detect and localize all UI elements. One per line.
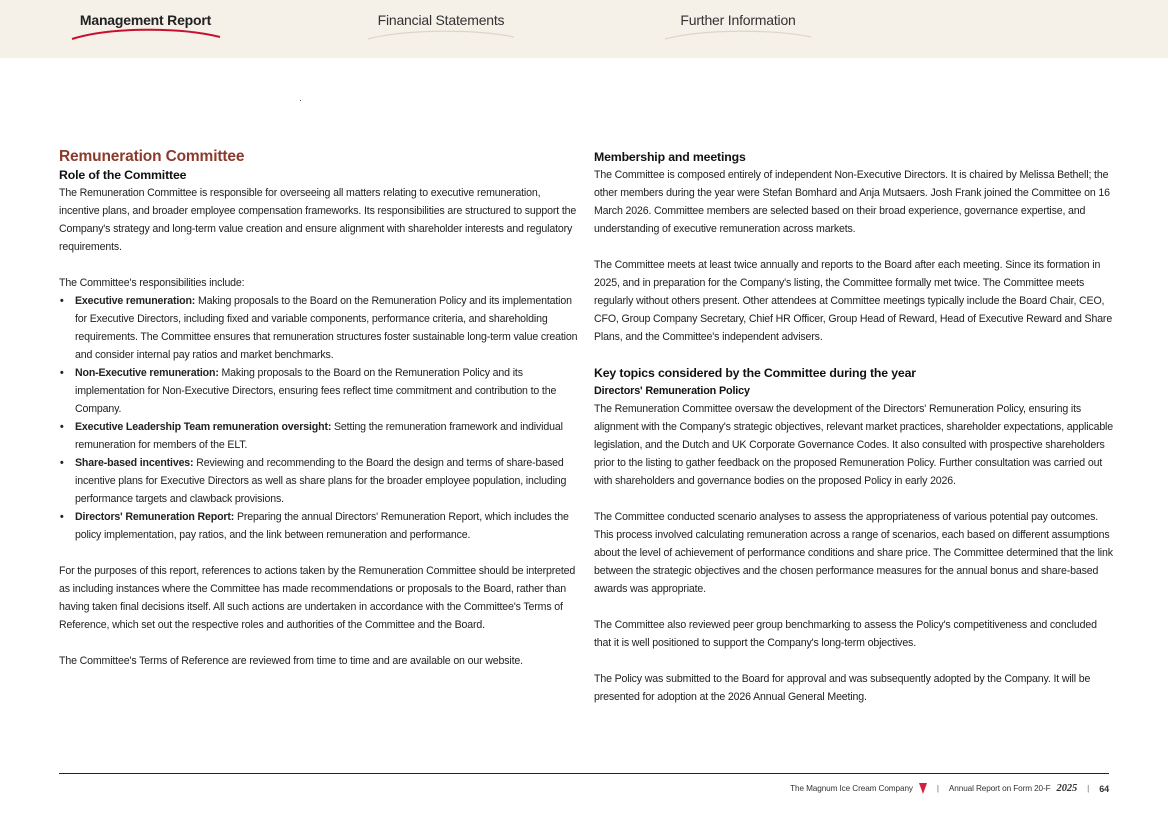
footer-divider — [59, 773, 1109, 774]
tab-management-report[interactable] — [68, 12, 223, 42]
bullet-title: Directors' Remuneration Report: — [75, 511, 235, 523]
top-navigation-bar — [0, 0, 1168, 58]
bullet-title: Non-Executive remuneration: — [75, 367, 219, 379]
page-footer — [790, 783, 1109, 794]
left-column — [59, 148, 579, 670]
peer-paragraph: The Committee also reviewed peer group benchmarking to assess the Policy's competitiveness and concluded that it is well positioned to support the Company's long-term objectives. — [594, 619, 1097, 649]
list-item — [59, 418, 579, 454]
bullet-title: Executive Leadership Team remuneration oversight: — [75, 421, 332, 433]
tab-financial-statements[interactable] — [365, 12, 517, 42]
topics-heading: Key topics considered by the Committee during the year — [594, 366, 916, 380]
tab-further-information[interactable] — [662, 12, 814, 42]
meetings-paragraph: The Committee meets at least twice annually and reports to the Board after each meeting. Since its formation in 2025, and in preparation for the Company's listing, the Committee formally met twice. The Committee meets regularly without others present. Other attendees at Committee meetings typically include the Board Chair, CEO, CFO, Group Company Secretary, Chief HR Officer, Group Head of Reward, Head of Executive Reward and Share Plans, and the Committee's independent advisers. — [594, 259, 1113, 343]
membership-heading: Membership and meetings — [594, 150, 746, 164]
purposes-paragraph: For the purposes of this report, references to actions taken by the Remuneration Committee should be interpreted as including instances where the Committee has made recommendations or proposals to the Board, rather than having taken final decisions itself. All such actions are undertaken in accordance with the Committee's Terms of Reference, which set out the respective roles and authorities of the Committee and the Board. — [59, 565, 576, 631]
bullet-title: Executive remuneration: — [75, 295, 196, 307]
tab-label: Further Information — [680, 12, 796, 28]
role-heading: Role of the Committee — [59, 168, 187, 182]
policy-subheading: Directors' Remuneration Policy — [594, 385, 750, 397]
tab-label: Financial Statements — [377, 12, 505, 28]
responsibilities-list — [59, 292, 579, 544]
policy-paragraph: The Remuneration Committee oversaw the development of the Directors' Remuneration Policy, ensuring its alignment with the Company's strategic objectives, relevant market practices, shareholder expectations, applicable legislation, and the Dutch and UK Corporate Governance Codes. It also consulted with prospective shareholders prior to the listing to gather feedback on the proposed Remuneration Policy. Further consultation was carried out with shareholders and governance bodies on the proposed Policy in early 2026. — [594, 403, 1114, 487]
membership-paragraph: The Committee is composed entirely of independent Non-Executive Directors. It is chaired by Melissa Bethell; the other members during the year were Stefan Bomhard and Anja Mutsaers. Josh Frank joined the Committee on 16 March 2026. Committee members are selected based on their broad experience, governance expertise, and understanding of executive remuneration across markets. — [594, 169, 1110, 235]
bullet-text: Preparing the annual Directors' Remuneration Report, which includes the policy implementation, pay ratios, and the link between remuneration and performance. — [75, 511, 569, 541]
list-item — [59, 292, 579, 364]
bullet-title: Share-based incentives: — [75, 457, 194, 469]
tab-underline — [663, 28, 813, 42]
role-paragraph: The Remuneration Committee is responsible for overseeing all matters relating to executive remuneration, incentive plans, and broader employee compensation frameworks. Its responsibilities are structured to support the Company's strategy and long-term value creation and ensure alignment with shareholder interests and regulatory requirements. — [59, 187, 577, 253]
list-item — [59, 508, 579, 544]
section-title: Remuneration Committee — [59, 148, 245, 165]
bullet-text: Setting the remuneration framework and individual remuneration for members of the ELT. — [75, 421, 563, 451]
tab-underline — [366, 28, 516, 42]
footer-year: 2025 — [1056, 783, 1078, 794]
responsibilities-intro: The Committee's responsibilities include: — [59, 277, 245, 289]
tab-label: Management Report — [79, 12, 212, 28]
terms-paragraph: The Committee's Terms of Reference are reviewed from time to time and are available on our website. — [59, 655, 523, 667]
footer-report: Annual Report on Form 20-F — [948, 784, 1051, 793]
footer-separator: | — [1087, 784, 1090, 793]
active-tab-underline — [70, 28, 222, 42]
footer-separator: | — [936, 784, 939, 793]
magnum-logo-icon — [919, 783, 927, 794]
list-item — [59, 364, 579, 418]
bullet-text: Making proposals to the Board on the Remuneration Policy and its implementation for Non-Executive Directors, ensuring fees reflect time commitment and contribution to the Company. — [75, 367, 557, 415]
footer-company: The Magnum Ice Cream Company — [790, 784, 913, 793]
list-item — [59, 454, 579, 508]
bullet-text: Making proposals to the Board on the Remuneration Policy and its implementation for Executive Directors, including fixed and variable components, performance criteria, and shareholding requirements. The Committee ensures that remuneration structures foster sustainable long-term value creation and consider internal pay ratios and market benchmarks. — [75, 295, 578, 361]
page-number: 64 — [1099, 783, 1109, 794]
scenario-paragraph: The Committee conducted scenario analyses to assess the appropriateness of various potential pay outcomes. This process involved calculating remuneration across a range of scenarios, each based on different assumptions about the level of achievement of performance conditions and share price. The Committee determined that the link between the strategic objectives and the chosen performance measures for the annual bonus and share-based awards was appropriate. — [594, 511, 1113, 595]
stray-dot — [300, 100, 301, 101]
policy-submit-paragraph: The Policy was submitted to the Board for approval and was subsequently adopted by the Company. It will be presented for adoption at the 2026 Annual General Meeting. — [594, 673, 1091, 703]
bullet-text: Reviewing and recommending to the Board the design and terms of share-based incentive plans for Executive Directors as well as share plans for the broader employee population, including performance targets and clawback provisions. — [75, 457, 567, 505]
right-column — [594, 148, 1114, 706]
